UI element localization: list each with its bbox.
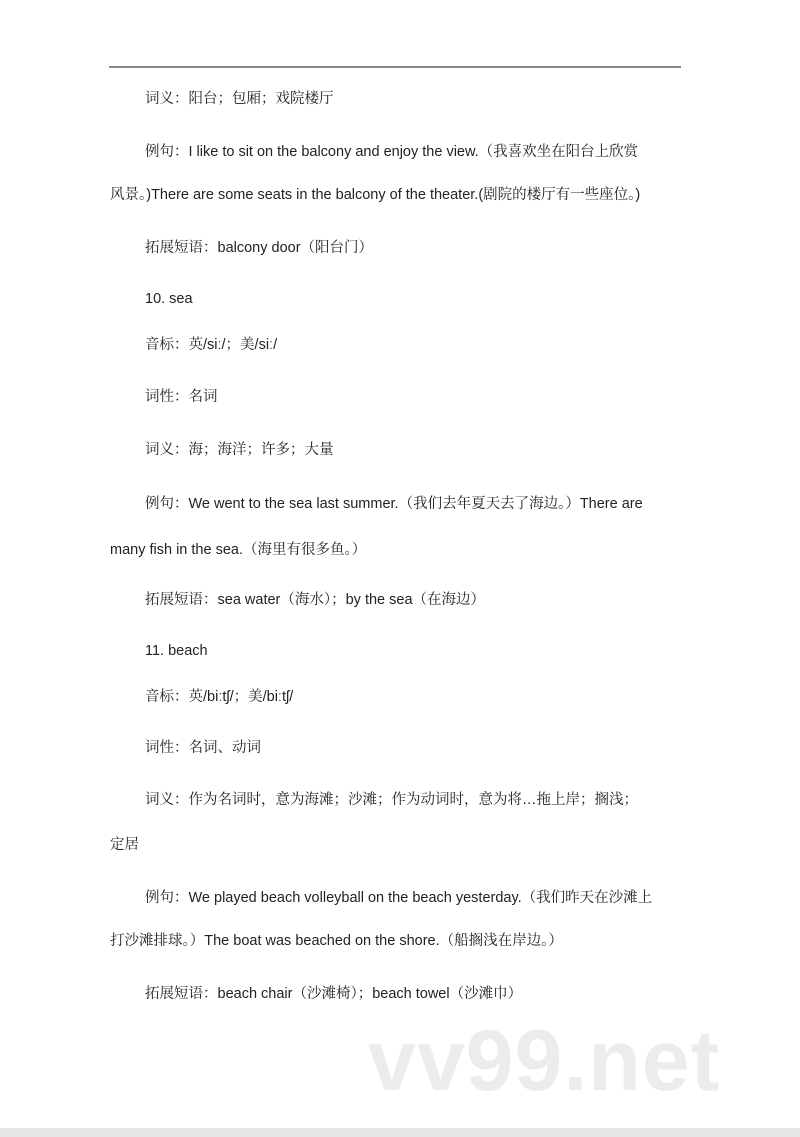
phrases-sea: 拓展短语：sea water（海水）；by the sea（在海边） bbox=[145, 592, 486, 608]
example-beach-line1: 例句：We played beach volleyball on the beach yesterday.（我们昨天在沙滩上 bbox=[145, 890, 653, 906]
example-balcony-line2: 风景。)There are some seats in the balcony of the theater.(剧院的楼厅有一些座位。) bbox=[110, 187, 641, 203]
entry-heading-beach: 11. beach bbox=[145, 643, 208, 659]
example-sea-line1: 例句：We went to the sea last summer.（我们去年夏天去了海边。）There are bbox=[145, 496, 643, 512]
definition-beach-line1: 词义：作为名词时，意为海滩；沙滩；作为动词时，意为将…拖上岸；搁浅； bbox=[145, 792, 638, 808]
phrases-balcony: 拓展短语：balcony door（阳台门） bbox=[145, 240, 374, 256]
definition-sea: 词义：海；海洋；许多；大量 bbox=[145, 442, 334, 458]
pos-sea: 词性：名词 bbox=[145, 389, 218, 405]
example-balcony-line1: 例句：I like to sit on the balcony and enjoy the view.（我喜欢坐在阳台上欣赏 bbox=[145, 144, 639, 160]
phonetic-sea: 音标：英/siː/；美/siː/ bbox=[145, 337, 278, 353]
definition-balcony: 词义：阳台；包厢；戏院楼厅 bbox=[145, 91, 334, 107]
definition-beach-line2: 定居 bbox=[110, 837, 139, 853]
phrases-beach: 拓展短语：beach chair（沙滩椅）；beach towel（沙滩巾） bbox=[145, 986, 523, 1002]
example-beach-line2: 打沙滩排球。）The boat was beached on the shore.（船搁浅在岸边。） bbox=[110, 933, 563, 949]
phonetic-beach: 音标：英/biːtʃ/；美/biːtʃ/ bbox=[145, 689, 294, 705]
watermark: vv99.net bbox=[368, 1013, 721, 1109]
pos-beach: 词性：名词、动词 bbox=[145, 740, 261, 756]
example-sea-line2: many fish in the sea.（海里有很多鱼。） bbox=[110, 542, 367, 558]
entry-heading-sea: 10. sea bbox=[145, 291, 193, 307]
header-rule bbox=[109, 66, 681, 68]
page-bottom-edge bbox=[0, 1128, 800, 1137]
